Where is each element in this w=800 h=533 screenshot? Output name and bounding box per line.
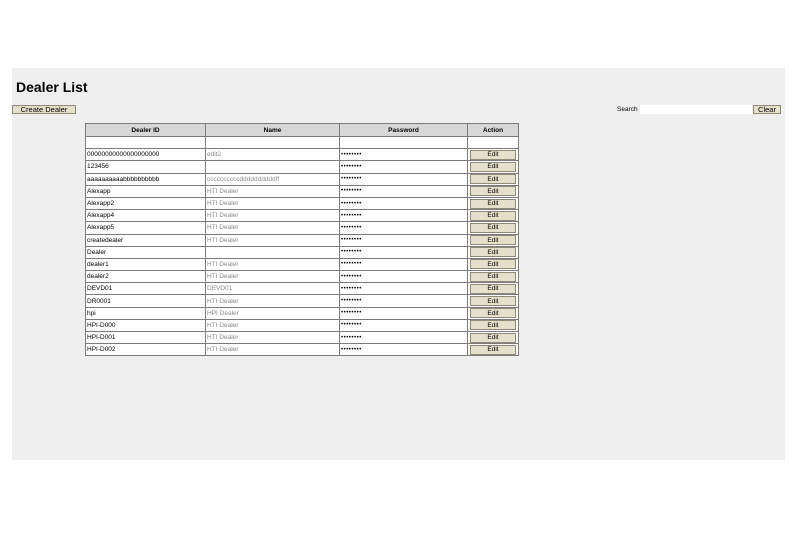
filter-row <box>86 137 519 149</box>
dealer-id-cell: Alexapp2 <box>86 197 206 209</box>
edit-button[interactable]: Edit <box>470 272 516 282</box>
dealer-name-cell: HTI Dealer <box>206 319 340 331</box>
dealer-name-cell: HTI Dealer <box>206 258 340 270</box>
action-cell <box>468 246 519 258</box>
table-row <box>86 332 519 344</box>
clear-button[interactable]: Clear <box>753 105 781 114</box>
dealer-id-cell: dealer1 <box>86 258 206 270</box>
dealer-name-cell: HTI Dealer <box>206 197 340 209</box>
password-cell: •••••••• <box>340 185 468 197</box>
table-row <box>86 319 519 331</box>
password-cell: •••••••• <box>340 234 468 246</box>
dealer-id-cell: HPI-D001 <box>86 332 206 344</box>
table-row <box>86 173 519 185</box>
password-cell: •••••••• <box>340 161 468 173</box>
password-cell: •••••••• <box>340 197 468 209</box>
dealer-table <box>85 123 519 356</box>
edit-button[interactable]: Edit <box>470 345 516 355</box>
password-cell: •••••••• <box>340 149 468 161</box>
action-cell <box>468 222 519 234</box>
filter-cell-dealer-id <box>86 137 206 149</box>
edit-button[interactable]: Edit <box>470 174 516 184</box>
action-cell <box>468 332 519 344</box>
edit-button[interactable]: Edit <box>470 247 516 257</box>
password-cell: •••••••• <box>340 307 468 319</box>
password-cell: •••••••• <box>340 319 468 331</box>
table-row <box>86 283 519 295</box>
password-cell: •••••••• <box>340 283 468 295</box>
dealer-name-cell: HTI Dealer <box>206 234 340 246</box>
dealer-id-cell: DEVD01 <box>86 283 206 295</box>
password-cell: •••••••• <box>340 222 468 234</box>
action-cell <box>468 149 519 161</box>
filter-cell-action <box>468 137 519 149</box>
dealer-id-cell: dealer2 <box>86 271 206 283</box>
action-cell <box>468 295 519 307</box>
edit-button[interactable]: Edit <box>470 333 516 343</box>
filter-name-input[interactable] <box>207 137 338 148</box>
dealer-list-panel <box>12 68 785 460</box>
password-cell: •••••••• <box>340 258 468 270</box>
edit-button[interactable]: Edit <box>470 150 516 160</box>
action-cell <box>468 283 519 295</box>
dealer-name-cell: HTI Dealer <box>206 344 340 356</box>
edit-button[interactable]: Edit <box>470 162 516 172</box>
filter-dealer-id-input[interactable] <box>87 137 204 148</box>
edit-button[interactable]: Edit <box>470 284 516 294</box>
edit-button[interactable]: Edit <box>470 223 516 233</box>
edit-button[interactable]: Edit <box>470 296 516 306</box>
dealer-name-cell: HTI Dealer <box>206 210 340 222</box>
column-header-name[interactable]: Name <box>206 124 340 137</box>
filter-cell-name <box>206 137 340 149</box>
dealer-name-cell <box>206 161 340 173</box>
table-row <box>86 161 519 173</box>
action-cell <box>468 185 519 197</box>
dealer-name-cell: edit2 <box>206 149 340 161</box>
edit-button[interactable]: Edit <box>470 320 516 330</box>
table-row <box>86 258 519 270</box>
password-cell: •••••••• <box>340 344 468 356</box>
dealer-id-cell: Alexapp4 <box>86 210 206 222</box>
dealer-name-cell: HTI Dealer <box>206 185 340 197</box>
dealer-id-cell: HPI-D002 <box>86 344 206 356</box>
table-row <box>86 197 519 209</box>
password-cell: •••••••• <box>340 271 468 283</box>
dealer-id-cell: Dealer <box>86 246 206 258</box>
table-row <box>86 295 519 307</box>
dealer-name-cell: HTI Dealer <box>206 332 340 344</box>
table-row <box>86 344 519 356</box>
filter-password-input[interactable] <box>341 137 466 148</box>
column-header-dealer-id[interactable]: Dealer ID <box>86 124 206 137</box>
edit-button[interactable]: Edit <box>470 199 516 209</box>
table-row <box>86 246 519 258</box>
dealer-id-cell: Alexapp5 <box>86 222 206 234</box>
dealer-id-cell: HPI-D000 <box>86 319 206 331</box>
edit-button[interactable]: Edit <box>470 235 516 245</box>
table-row <box>86 222 519 234</box>
dealer-name-cell: HPI Dealer <box>206 307 340 319</box>
filter-cell-password <box>340 137 468 149</box>
password-cell: •••••••• <box>340 173 468 185</box>
table-row <box>86 210 519 222</box>
action-cell <box>468 161 519 173</box>
action-cell <box>468 173 519 185</box>
table-row <box>86 149 519 161</box>
dealer-id-cell: 00000000000000000000 <box>86 149 206 161</box>
action-cell <box>468 234 519 246</box>
password-cell: •••••••• <box>340 295 468 307</box>
password-cell: •••••••• <box>340 210 468 222</box>
dealer-id-cell: DR0001 <box>86 295 206 307</box>
create-dealer-button[interactable]: Create Dealer <box>12 105 76 114</box>
table-row <box>86 234 519 246</box>
action-cell <box>468 258 519 270</box>
action-cell <box>468 210 519 222</box>
password-cell: •••••••• <box>340 332 468 344</box>
dealer-name-cell: HTI Dealer <box>206 295 340 307</box>
dealer-id-cell: createdealer <box>86 234 206 246</box>
table-row <box>86 271 519 283</box>
action-cell <box>468 271 519 283</box>
dealer-id-cell: 123456 <box>86 161 206 173</box>
edit-button[interactable]: Edit <box>470 186 516 196</box>
dealer-name-cell: HTI Dealer <box>206 271 340 283</box>
edit-button[interactable]: Edit <box>470 211 516 221</box>
action-cell <box>468 344 519 356</box>
dealer-name-cell: DEVD01 <box>206 283 340 295</box>
column-header-password[interactable]: Password <box>340 124 468 137</box>
page-title: Dealer List <box>16 79 88 95</box>
search-label: Search <box>617 106 638 113</box>
edit-button[interactable]: Edit <box>470 259 516 269</box>
dealer-name-cell: HTI Dealer <box>206 222 340 234</box>
dealer-id-cell: Alexapp <box>86 185 206 197</box>
column-header-action: Action <box>468 124 519 137</box>
edit-button[interactable]: Edit <box>470 308 516 318</box>
action-cell <box>468 197 519 209</box>
table-row <box>86 185 519 197</box>
dealer-id-cell: hpi <box>86 307 206 319</box>
action-cell <box>468 319 519 331</box>
dealer-name-cell <box>206 246 340 258</box>
password-cell: •••••••• <box>340 246 468 258</box>
dealer-id-cell: aaaaaaaaaabbbbbbbbbb <box>86 173 206 185</box>
search-input[interactable] <box>640 105 752 114</box>
action-cell <box>468 307 519 319</box>
table-header-row <box>86 124 519 137</box>
table-row <box>86 307 519 319</box>
dealer-name-cell: ccccccccccddddddddddff <box>206 173 340 185</box>
